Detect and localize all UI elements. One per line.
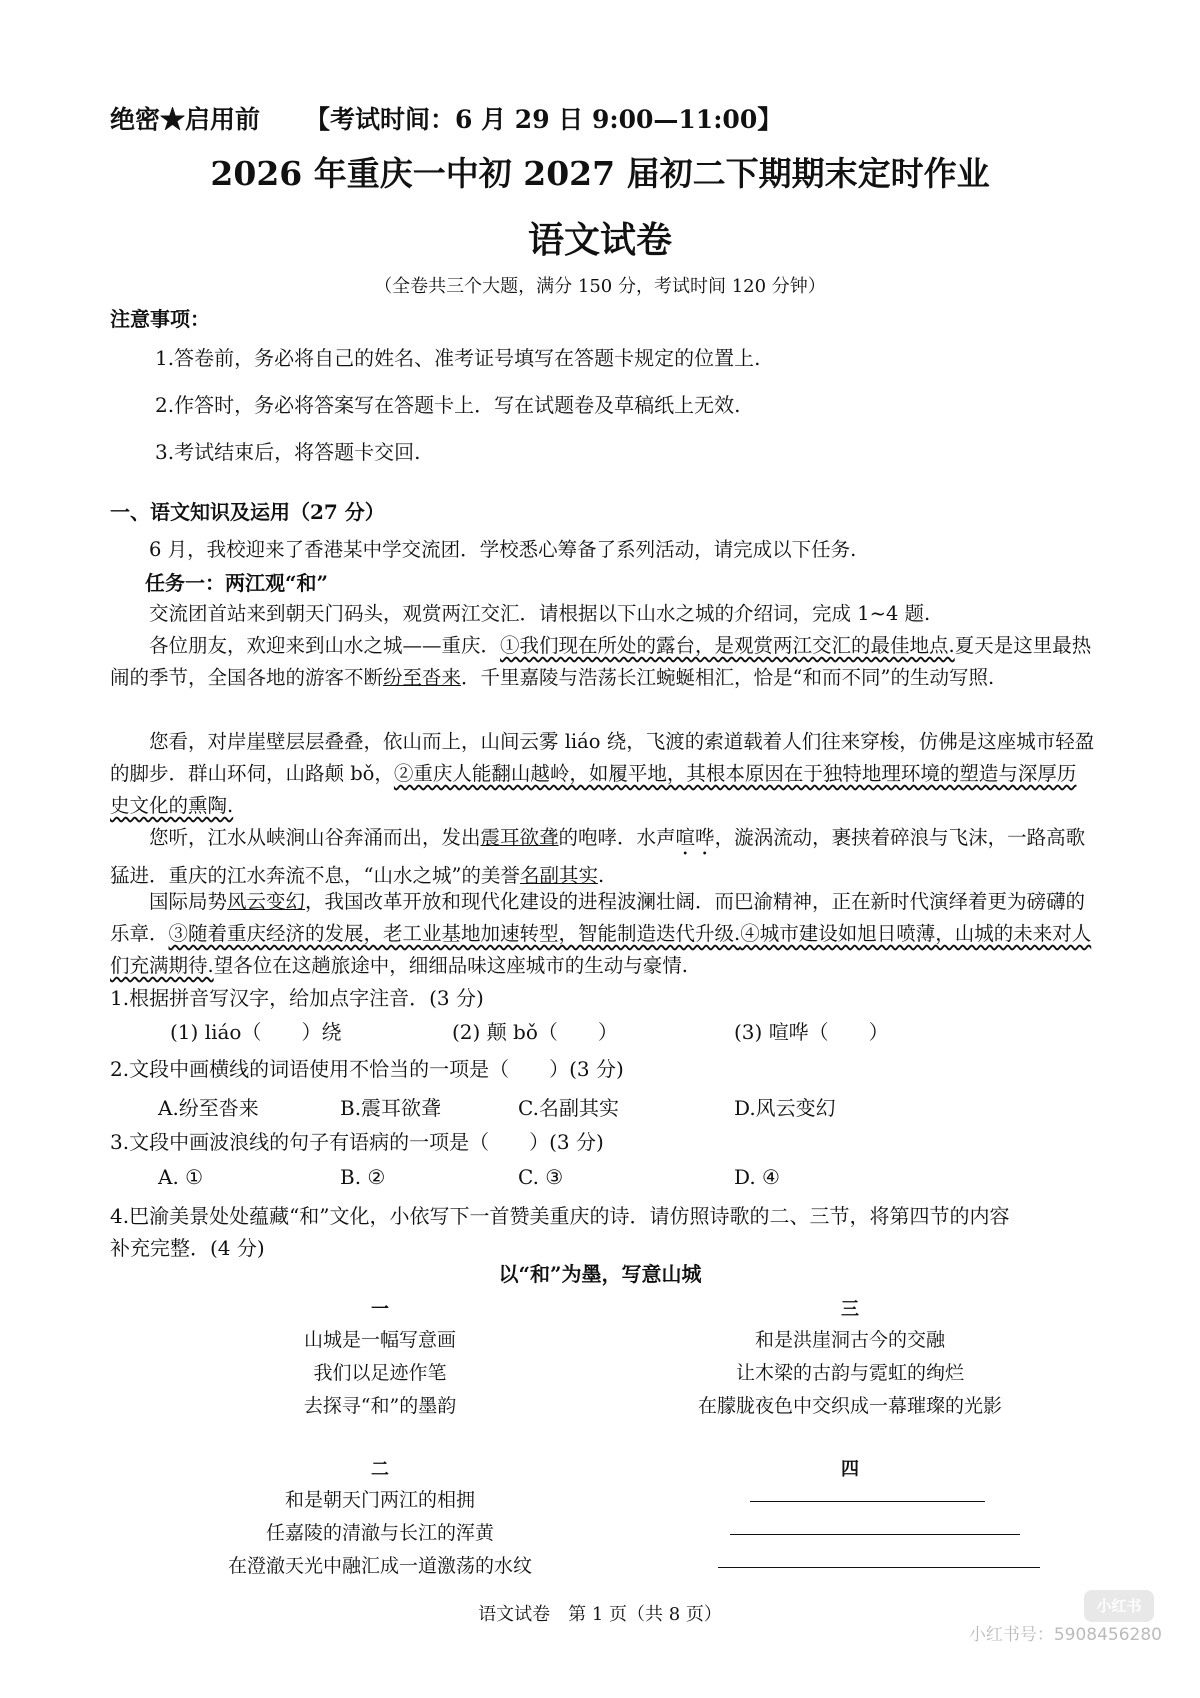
dotted-word: 喧哗 [675,826,715,849]
q2-option: C.名副其实 [518,1096,619,1120]
poem-stanza-2 [160,1484,600,1583]
wavy-sentence-3: ③随着重庆经济的发展，老工业基地加速转型，智能制造迭代升级. [168,922,741,945]
notice-item: 2.作答时，务必将答案写在答题卡上．写在试题卷及草稿纸上无效. [155,393,741,417]
text: ．千里嘉陵与浩荡长江蜿蜒相汇，恰是“和而不同”的生动写照. [461,666,995,689]
poem-stanza-1 [180,1324,580,1423]
page-footer: 语文试卷 第 1 页（共 8 页） [478,1604,722,1625]
watermark-id: 小红书号：5908456280 [968,1625,1162,1645]
q1-option: (3) 喧哗（ ） [734,1020,889,1044]
underlined-word-d: 风云变幻 [227,890,306,913]
stanza-number: 一 [371,1299,389,1320]
q1-option: (2) 颠 bǒ（ ） [452,1020,618,1044]
poem-stanza-3 [630,1324,1070,1423]
notice-heading: 注意事项： [110,307,210,331]
q3-option: D. ④ [734,1165,780,1189]
q3-option: C. ③ [518,1165,564,1189]
text: ，我国改革开放和现代化建设的进程波澜壮阔．而巴渝精神，正在新时代演绎着更为磅礴的乐章． [110,890,1086,945]
exam-subtitle: 语文试卷 [527,219,672,261]
question-1: 1.根据拼音写汉字，给加点字注音．(3 分) [110,986,484,1010]
text: 的咆哮．水声 [558,826,676,849]
text: 夏天是这里最热闹的季节，全国各地的游客不断 [110,634,1092,689]
poem-line: 任嘉陵的清澈与长江的浑黄 [265,1522,494,1544]
section-intro: 6 月，我校迎来了香港某中学交流团．学校悉心筹备了系列活动，请完成以下任务. [149,538,857,561]
q3-option: A. ① [158,1165,204,1189]
section-heading: 一、语文知识及运用（27 分） [110,500,385,524]
poem-line: 我们以足迹作笔 [313,1362,447,1384]
poem-line: 和是洪崖洞古今的交融 [754,1329,945,1351]
stanza-number: 四 [841,1459,859,1480]
answer-blank-line[interactable] [718,1567,1040,1568]
question-2: 2.文段中画横线的词语使用不恰当的一项是（ ）(3 分) [110,1057,624,1081]
underlined-word-c: 名副其实 [519,864,598,887]
answer-blank-line[interactable] [730,1534,1020,1535]
q3-option: B. ② [340,1165,386,1189]
poem-title: 以“和”为墨，写意山城 [498,1262,702,1286]
exam-time: 【考试时间：6 月 29 日 9:00—11:00】 [305,105,783,134]
text: 望各位在这趟旅途中，细细品味这座城市的生动与豪情. [213,954,688,977]
exam-title: 2026 年重庆一中初 2027 届初二下期期末定时作业 [210,154,990,193]
wavy-sentence-1: ①我们现在所处的露台，是观赏两江交汇的最佳地点. [500,634,955,657]
underlined-word-b: 震耳欲聋 [480,826,559,849]
poem-line: 和是朝天门两江的相拥 [284,1489,475,1511]
notice-item: 3.考试结束后，将答题卡交回. [155,440,421,464]
text: 各位朋友，欢迎来到山水之城——重庆． [149,634,501,657]
question-3: 3.文段中画波浪线的句子有语病的一项是（ ）(3 分) [110,1130,604,1154]
poem-line: 在朦胧夜色中交织成一幕璀璨的光影 [697,1395,1002,1417]
stanza-number: 二 [371,1459,389,1480]
poem-line: 在澄澈天光中融汇成一道激荡的水纹 [227,1555,532,1577]
q1-option: (1) liáo（ ）绕 [170,1020,342,1044]
task-intro: 交流团首站来到朝天门码头，观赏两江交汇．请根据以下山水之城的介绍词，完成 1~4 题. [149,602,931,625]
q2-option: A.纷至沓来 [158,1096,259,1120]
watermark-logo: 小红书 [1084,1590,1154,1622]
secret-label: 绝密★启用前 [110,105,261,134]
poem-line: 山城是一幅写意画 [303,1329,456,1351]
question-4-cont: 补充完整．(4 分) [110,1236,265,1260]
text: 您听，江水从峡涧山谷奔涌而出，发出 [149,826,481,849]
q2-option: D.风云变幻 [734,1096,836,1120]
passage-paragraph-3 [110,822,1095,892]
text: ，漩涡流动，裹挟着碎浪与飞沫，一路高歌猛进．重庆的江水奔流不息，“山水之城”的美誉 [110,826,1086,887]
q2-option: B.震耳欲聋 [340,1096,442,1120]
poem-line: 去探寻“和”的墨韵 [303,1395,457,1417]
notice-item: 1.答卷前，务必将自己的姓名、准考证号填写在答题卡规定的位置上. [155,346,761,370]
passage-paragraph-1 [110,630,1095,694]
text: 国际局势 [149,890,228,913]
text: 您看，对岸崖壁层层叠叠，依山而上，山间云雾 liáo 绕，飞渡的索道载着人们往来穿梭，仿佛是这座城市轻盈的脚步．群山环伺，山路颠 bǒ， [110,730,1095,785]
wavy-sentence-4: ④城市建设如旭日喷薄，山城的未来对人们充满期待. [110,922,1092,977]
passage-paragraph-2 [110,726,1095,822]
answer-blank-line[interactable] [750,1501,985,1502]
wavy-sentence-2: ②重庆人能翻山越岭，如履平地，其根本原因在于独特地理环境的塑造与深厚历史文化的熏陶. [110,762,1077,817]
underlined-word-a: 纷至沓来 [383,666,462,689]
text: . [597,864,605,887]
passage-paragraph-4 [110,886,1095,982]
stanza-number: 三 [841,1299,859,1320]
task-heading: 任务一：两江观“和” [145,571,329,595]
question-4: 4.巴渝美景处处蕴藏“和”文化，小依写下一首赞美重庆的诗．请仿照诗歌的二、三节，将第四节的内容 [110,1204,1010,1228]
poem-line: 让木梁的古韵与霓虹的绚烂 [735,1362,964,1384]
exam-info: （全卷共三个大题，满分 150 分，考试时间 120 分钟） [374,276,826,297]
